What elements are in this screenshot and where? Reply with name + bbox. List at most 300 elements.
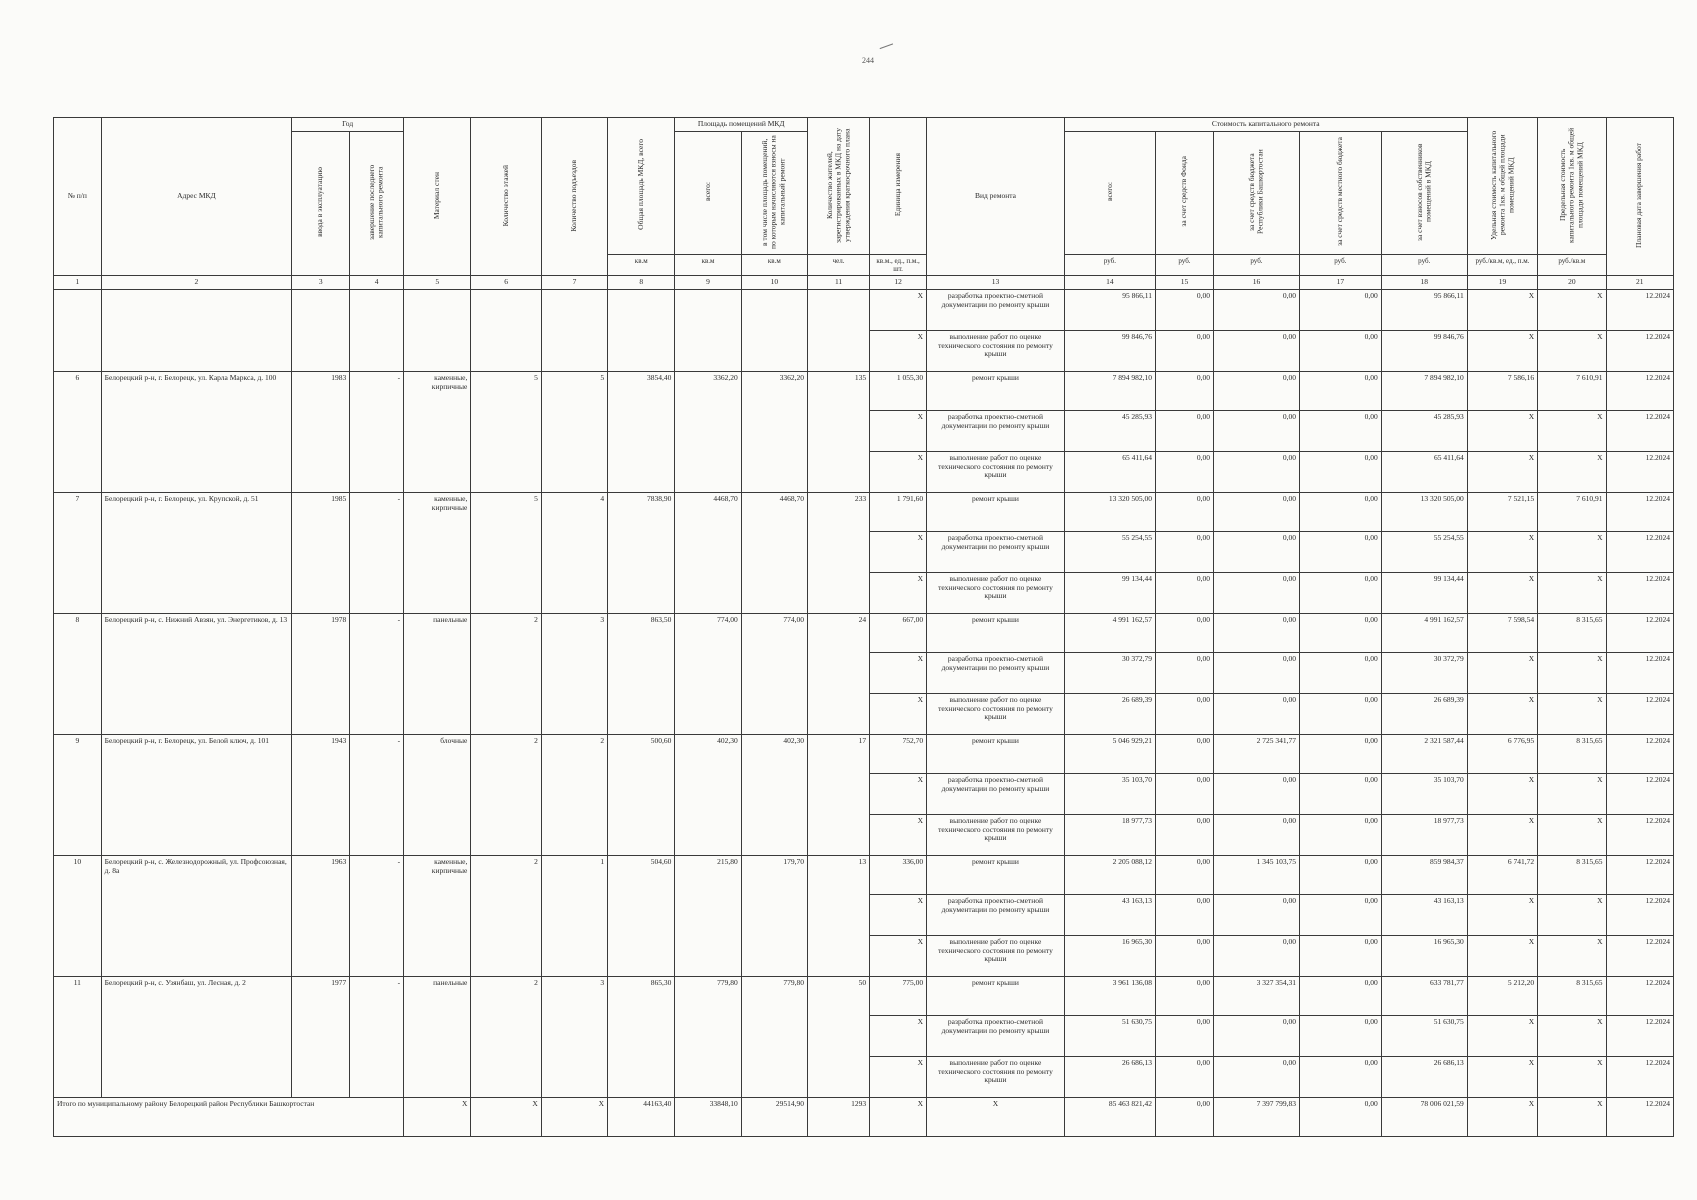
cost-total: 30 372,79	[1064, 652, 1155, 693]
limit-cost: X	[1538, 330, 1606, 371]
cost-total: 3 961 136,08	[1064, 976, 1155, 1015]
hdr-cost-local: за счет средств местного бюджета	[1299, 131, 1381, 255]
cost-fund: 0,00	[1155, 492, 1213, 531]
residents: 50	[807, 976, 869, 1097]
column-number: 4	[350, 276, 404, 290]
cost-fund: 0,00	[1155, 572, 1213, 613]
deadline: 12.2024	[1606, 935, 1673, 976]
column-number: 3	[292, 276, 350, 290]
total-label: Итого по муниципальному району Белорецкий район Республики Башкортостан	[54, 1097, 404, 1136]
unit-cost: X	[1467, 894, 1537, 935]
unit-cost: X	[1467, 773, 1537, 814]
building-address: Белорецкий р-н, с. Железнодорожный, ул. Профсоюзная, д. 8а	[101, 855, 292, 976]
total-republic: 7 397 799,83	[1213, 1097, 1299, 1136]
work-type: разработка проектно-сметной документации по ремонту крыши	[927, 652, 1065, 693]
deadline: 12.2024	[1606, 410, 1673, 451]
cost-republic: 0,00	[1213, 773, 1299, 814]
deadline: 12.2024	[1606, 814, 1673, 855]
cost-owners: 26 686,13	[1381, 1056, 1467, 1097]
unit-label: руб.	[1064, 255, 1155, 276]
cost-total: 7 894 982,10	[1064, 371, 1155, 410]
limit-cost: X	[1538, 410, 1606, 451]
cost-local: 0,00	[1299, 572, 1381, 613]
deadline: 12.2024	[1606, 613, 1673, 652]
cost-fund: 0,00	[1155, 693, 1213, 734]
column-number: 13	[927, 276, 1065, 290]
cost-total: 4 991 162,57	[1064, 613, 1155, 652]
unit-quantity: X	[870, 451, 927, 492]
hdr-no: № п/п	[54, 118, 102, 276]
hdr-work-type: Вид ремонта	[927, 118, 1065, 276]
limit-cost: X	[1538, 894, 1606, 935]
cost-local: 0,00	[1299, 773, 1381, 814]
unit-quantity: X	[870, 935, 927, 976]
cost-local: 0,00	[1299, 451, 1381, 492]
carry-premises-cell	[675, 289, 741, 371]
carry-floors-cell	[471, 289, 541, 371]
cost-fund: 0,00	[1155, 371, 1213, 410]
deadline: 12.2024	[1606, 289, 1673, 330]
column-number: 11	[807, 276, 869, 290]
unit-cost: 6 776,95	[1467, 734, 1537, 773]
work-type: ремонт крыши	[927, 976, 1065, 1015]
page-number: 244	[862, 56, 874, 65]
hdr-year: Год	[292, 118, 404, 132]
unit-label: чел.	[807, 255, 869, 276]
work-type: разработка проектно-сметной документации по ремонту крыши	[927, 894, 1065, 935]
deadline: 12.2024	[1606, 773, 1673, 814]
building-address: Белорецкий р-н, с. Узянбаш, ул. Лесная, д. 2	[101, 976, 292, 1097]
carry-last-repair-cell	[350, 289, 404, 371]
carry-address-cell	[101, 289, 292, 371]
premises-contrib-area: 4468,70	[741, 492, 807, 613]
limit-cost: 8 315,65	[1538, 734, 1606, 773]
premises-contrib-area: 402,30	[741, 734, 807, 855]
cost-owners: 16 965,30	[1381, 935, 1467, 976]
building-address: Белорецкий р-н, с. Нижний Авзян, ул. Энергетиков, д. 13	[101, 613, 292, 734]
limit-cost: X	[1538, 572, 1606, 613]
cost-republic: 0,00	[1213, 894, 1299, 935]
unit-quantity: X	[870, 894, 927, 935]
cost-owners: 30 372,79	[1381, 652, 1467, 693]
cost-republic: 2 725 341,77	[1213, 734, 1299, 773]
total-unit: X	[870, 1097, 927, 1136]
total-c6: X	[471, 1097, 541, 1136]
unit-quantity: X	[870, 330, 927, 371]
unit-quantity: 1 055,30	[870, 371, 927, 410]
column-number: 8	[608, 276, 675, 290]
column-number: 18	[1381, 276, 1467, 290]
total-area: 7838,90	[608, 492, 675, 613]
cost-total: 51 630,75	[1064, 1015, 1155, 1056]
carry-entrances-cell	[541, 289, 607, 371]
total-area: 44163,40	[608, 1097, 675, 1136]
table-row	[54, 371, 1674, 410]
year-last-repair: -	[350, 371, 404, 492]
cost-total: 99 134,44	[1064, 572, 1155, 613]
total-deadline: 12.2024	[1606, 1097, 1673, 1136]
total-area: 500,60	[608, 734, 675, 855]
cost-local: 0,00	[1299, 492, 1381, 531]
unit-cost: X	[1467, 814, 1537, 855]
total-area: 865,30	[608, 976, 675, 1097]
hdr-premises: Площадь помещений МКД	[675, 118, 808, 132]
premises-area: 4468,70	[675, 492, 741, 613]
work-type: выполнение работ по оценке технического состояния по ремонту крыши	[927, 1056, 1065, 1097]
unit-quantity: X	[870, 410, 927, 451]
premises-contrib-area: 774,00	[741, 613, 807, 734]
unit-label: руб./кв.м, ед., п.м.	[1467, 255, 1537, 276]
unit-cost: 7 598,54	[1467, 613, 1537, 652]
cost-republic: 3 327 354,31	[1213, 976, 1299, 1015]
wall-material: каменные, кирпичные	[404, 492, 471, 613]
row-number: 7	[54, 492, 102, 613]
cost-total: 16 965,30	[1064, 935, 1155, 976]
column-number: 16	[1213, 276, 1299, 290]
total-area: 3854,40	[608, 371, 675, 492]
cost-local: 0,00	[1299, 693, 1381, 734]
cost-fund: 0,00	[1155, 1056, 1213, 1097]
cost-fund: 0,00	[1155, 976, 1213, 1015]
total-area: 863,50	[608, 613, 675, 734]
residents: 233	[807, 492, 869, 613]
carry-premises-contrib-cell	[741, 289, 807, 371]
cost-owners: 4 991 162,57	[1381, 613, 1467, 652]
total-unit-cost: X	[1467, 1097, 1537, 1136]
column-number: 7	[541, 276, 607, 290]
total-limit: X	[1538, 1097, 1606, 1136]
year-last-repair: -	[350, 492, 404, 613]
table-row	[54, 734, 1674, 773]
floors: 2	[471, 613, 541, 734]
cost-fund: 0,00	[1155, 531, 1213, 572]
table-row	[54, 976, 1674, 1015]
hdr-residents: Количество жителей, зарегистрированных в МКД на дату утверждения краткосрочного плана	[807, 118, 869, 255]
cost-owners: 18 977,73	[1381, 814, 1467, 855]
unit-cost: X	[1467, 289, 1537, 330]
carry-residents-cell	[807, 289, 869, 371]
cost-fund: 0,00	[1155, 855, 1213, 894]
unit-quantity: 1 791,60	[870, 492, 927, 531]
cost-fund: 0,00	[1155, 935, 1213, 976]
cost-local: 0,00	[1299, 814, 1381, 855]
hdr-cost-total: всего:	[1064, 131, 1155, 255]
hdr-entrances: Количество подъездов	[541, 118, 607, 276]
column-number: 1	[54, 276, 102, 290]
repair-plan-table	[53, 117, 1674, 1137]
premises-area: 3362,20	[675, 371, 741, 492]
deadline: 12.2024	[1606, 855, 1673, 894]
cost-owners: 65 411,64	[1381, 451, 1467, 492]
unit-cost: 7 521,15	[1467, 492, 1537, 531]
year-commissioning: 1983	[292, 371, 350, 492]
cost-owners: 99 846,76	[1381, 330, 1467, 371]
cost-republic: 0,00	[1213, 693, 1299, 734]
unit-cost: X	[1467, 1015, 1537, 1056]
cost-total: 26 689,39	[1064, 693, 1155, 734]
row-number: 10	[54, 855, 102, 976]
deadline: 12.2024	[1606, 330, 1673, 371]
cost-total: 13 320 505,00	[1064, 492, 1155, 531]
unit-cost: X	[1467, 693, 1537, 734]
limit-cost: 8 315,65	[1538, 855, 1606, 894]
entrances: 3	[541, 613, 607, 734]
floors: 2	[471, 855, 541, 976]
limit-cost: X	[1538, 652, 1606, 693]
cost-owners: 43 163,13	[1381, 894, 1467, 935]
unit-cost: X	[1467, 410, 1537, 451]
limit-cost: X	[1538, 1015, 1606, 1056]
total-local: 0,00	[1299, 1097, 1381, 1136]
cost-republic: 0,00	[1213, 935, 1299, 976]
cost-republic: 0,00	[1213, 451, 1299, 492]
cost-total: 35 103,70	[1064, 773, 1155, 814]
limit-cost: X	[1538, 289, 1606, 330]
table-row	[54, 492, 1674, 531]
unit-cost: 7 586,16	[1467, 371, 1537, 410]
year-last-repair: -	[350, 855, 404, 976]
total-premises: 33848,10	[675, 1097, 741, 1136]
hdr-year-commissioning: ввода в эксплуатацию	[292, 131, 350, 276]
floors: 2	[471, 976, 541, 1097]
hdr-premises-total: всего:	[675, 131, 741, 255]
unit-label: кв.м., ед., п.м., шт.	[870, 255, 927, 276]
unit-quantity: X	[870, 652, 927, 693]
unit-quantity: X	[870, 814, 927, 855]
cost-fund: 0,00	[1155, 410, 1213, 451]
work-type: ремонт крыши	[927, 855, 1065, 894]
year-commissioning: 1943	[292, 734, 350, 855]
residents: 17	[807, 734, 869, 855]
residents: 135	[807, 371, 869, 492]
cost-republic: 0,00	[1213, 289, 1299, 330]
unit-quantity: 752,70	[870, 734, 927, 773]
year-last-repair: -	[350, 613, 404, 734]
limit-cost: 7 610,91	[1538, 371, 1606, 410]
work-type: выполнение работ по оценке технического состояния по ремонту крыши	[927, 330, 1065, 371]
pen-mark	[877, 36, 893, 49]
year-last-repair: -	[350, 734, 404, 855]
deadline: 12.2024	[1606, 894, 1673, 935]
cost-total: 2 205 088,12	[1064, 855, 1155, 894]
cost-republic: 0,00	[1213, 613, 1299, 652]
unit-quantity: 336,00	[870, 855, 927, 894]
entrances: 5	[541, 371, 607, 492]
column-number: 17	[1299, 276, 1381, 290]
carry-area-cell	[608, 289, 675, 371]
unit-label: руб.	[1381, 255, 1467, 276]
limit-cost: 7 610,91	[1538, 492, 1606, 531]
deadline: 12.2024	[1606, 572, 1673, 613]
year-commissioning: 1977	[292, 976, 350, 1097]
total-residents: 1293	[807, 1097, 869, 1136]
cost-owners: 99 134,44	[1381, 572, 1467, 613]
hdr-floors: Количество этажей	[471, 118, 541, 276]
cost-republic: 0,00	[1213, 652, 1299, 693]
cost-republic: 0,00	[1213, 492, 1299, 531]
row-number: 11	[54, 976, 102, 1097]
cost-total: 43 163,13	[1064, 894, 1155, 935]
unit-cost: 6 741,72	[1467, 855, 1537, 894]
total-fund: 0,00	[1155, 1097, 1213, 1136]
hdr-cost: Стоимость капитального ремонта	[1064, 118, 1467, 132]
cost-fund: 0,00	[1155, 894, 1213, 935]
year-commissioning: 1985	[292, 492, 350, 613]
limit-cost: 8 315,65	[1538, 976, 1606, 1015]
carry-no-cell	[54, 289, 102, 371]
limit-cost: X	[1538, 531, 1606, 572]
work-type: выполнение работ по оценке технического состояния по ремонту крыши	[927, 572, 1065, 613]
column-number: 19	[1467, 276, 1537, 290]
work-type: выполнение работ по оценке технического состояния по ремонту крыши	[927, 451, 1065, 492]
premises-contrib-area: 3362,20	[741, 371, 807, 492]
column-number: 20	[1538, 276, 1606, 290]
deadline: 12.2024	[1606, 1056, 1673, 1097]
table-row	[54, 613, 1674, 652]
wall-material: каменные, кирпичные	[404, 371, 471, 492]
limit-cost: 8 315,65	[1538, 613, 1606, 652]
cost-republic: 1 345 103,75	[1213, 855, 1299, 894]
limit-cost: X	[1538, 935, 1606, 976]
unit-label: кв.м	[741, 255, 807, 276]
cost-local: 0,00	[1299, 410, 1381, 451]
unit-quantity: 775,00	[870, 976, 927, 1015]
cost-owners: 95 866,11	[1381, 289, 1467, 330]
cost-local: 0,00	[1299, 976, 1381, 1015]
column-number: 2	[101, 276, 292, 290]
cost-owners: 26 689,39	[1381, 693, 1467, 734]
deadline: 12.2024	[1606, 1015, 1673, 1056]
cost-local: 0,00	[1299, 734, 1381, 773]
cost-local: 0,00	[1299, 1056, 1381, 1097]
hdr-cost-republic: за счет средств бюджета Республики Башкортостан	[1213, 131, 1299, 255]
total-owners: 78 006 021,59	[1381, 1097, 1467, 1136]
hdr-address: Адрес МКД	[101, 118, 292, 276]
unit-quantity: X	[870, 572, 927, 613]
cost-owners: 51 630,75	[1381, 1015, 1467, 1056]
cost-local: 0,00	[1299, 613, 1381, 652]
cost-owners: 55 254,55	[1381, 531, 1467, 572]
premises-area: 774,00	[675, 613, 741, 734]
unit-quantity: X	[870, 289, 927, 330]
cost-local: 0,00	[1299, 894, 1381, 935]
total-work: X	[927, 1097, 1065, 1136]
work-type: ремонт крыши	[927, 613, 1065, 652]
premises-contrib-area: 779,80	[741, 976, 807, 1097]
cost-local: 0,00	[1299, 531, 1381, 572]
entrances: 4	[541, 492, 607, 613]
deadline: 12.2024	[1606, 652, 1673, 693]
year-commissioning: 1978	[292, 613, 350, 734]
work-type: разработка проектно-сметной документации по ремонту крыши	[927, 289, 1065, 330]
entrances: 1	[541, 855, 607, 976]
floors: 2	[471, 734, 541, 855]
unit-quantity: 667,00	[870, 613, 927, 652]
column-numbers-row	[54, 276, 1674, 290]
work-type: ремонт крыши	[927, 734, 1065, 773]
cost-republic: 0,00	[1213, 814, 1299, 855]
unit-cost: X	[1467, 1056, 1537, 1097]
column-number: 21	[1606, 276, 1673, 290]
table-body	[54, 289, 1674, 1136]
deadline: 12.2024	[1606, 531, 1673, 572]
building-address: Белорецкий р-н, г. Белорецк, ул. Крупской, д. 51	[101, 492, 292, 613]
premises-area: 779,80	[675, 976, 741, 1097]
wall-material: каменные, кирпичные	[404, 855, 471, 976]
cost-republic: 0,00	[1213, 572, 1299, 613]
unit-label: руб.	[1299, 255, 1381, 276]
cost-republic: 0,00	[1213, 531, 1299, 572]
cost-total: 99 846,76	[1064, 330, 1155, 371]
cost-local: 0,00	[1299, 289, 1381, 330]
unit-quantity: X	[870, 531, 927, 572]
deadline: 12.2024	[1606, 451, 1673, 492]
work-type: выполнение работ по оценке технического состояния по ремонту крыши	[927, 935, 1065, 976]
table-row	[54, 855, 1674, 894]
unit-cost: X	[1467, 330, 1537, 371]
row-number: 8	[54, 613, 102, 734]
work-type: разработка проектно-сметной документации по ремонту крыши	[927, 773, 1065, 814]
unit-label: кв.м	[675, 255, 741, 276]
unit-cost: X	[1467, 451, 1537, 492]
wall-material: панельные	[404, 976, 471, 1097]
work-type: разработка проектно-сметной документации по ремонту крыши	[927, 1015, 1065, 1056]
cost-fund: 0,00	[1155, 652, 1213, 693]
limit-cost: X	[1538, 693, 1606, 734]
cost-owners: 7 894 982,10	[1381, 371, 1467, 410]
table-row	[54, 289, 1674, 330]
unit-cost: X	[1467, 572, 1537, 613]
premises-area: 215,80	[675, 855, 741, 976]
cost-owners: 633 781,77	[1381, 976, 1467, 1015]
wall-material: панельные	[404, 613, 471, 734]
unit-label: руб.	[1213, 255, 1299, 276]
cost-total: 65 411,64	[1064, 451, 1155, 492]
work-type: разработка проектно-сметной документации по ремонту крыши	[927, 410, 1065, 451]
cost-republic: 0,00	[1213, 410, 1299, 451]
column-number: 5	[404, 276, 471, 290]
cost-total: 5 046 929,21	[1064, 734, 1155, 773]
hdr-premises-contrib: в том числе площадь помещений, по которым начисляются взносы на капитальный ремонт	[741, 131, 807, 255]
unit-quantity: X	[870, 1015, 927, 1056]
cost-local: 0,00	[1299, 935, 1381, 976]
cost-fund: 0,00	[1155, 330, 1213, 371]
cost-fund: 0,00	[1155, 814, 1213, 855]
carry-year-cell	[292, 289, 350, 371]
cost-local: 0,00	[1299, 1015, 1381, 1056]
cost-fund: 0,00	[1155, 1015, 1213, 1056]
carry-material-cell	[404, 289, 471, 371]
entrances: 2	[541, 734, 607, 855]
unit-cost: 5 212,20	[1467, 976, 1537, 1015]
cost-local: 0,00	[1299, 652, 1381, 693]
cost-owners: 2 321 587,44	[1381, 734, 1467, 773]
cost-republic: 0,00	[1213, 1056, 1299, 1097]
work-type: ремонт крыши	[927, 371, 1065, 410]
unit-quantity: X	[870, 693, 927, 734]
deadline: 12.2024	[1606, 371, 1673, 410]
limit-cost: X	[1538, 1056, 1606, 1097]
year-commissioning: 1963	[292, 855, 350, 976]
total-c5: X	[404, 1097, 471, 1136]
cost-fund: 0,00	[1155, 613, 1213, 652]
cost-owners: 13 320 505,00	[1381, 492, 1467, 531]
work-type: разработка проектно-сметной документации по ремонту крыши	[927, 531, 1065, 572]
cost-local: 0,00	[1299, 855, 1381, 894]
limit-cost: X	[1538, 773, 1606, 814]
row-number: 6	[54, 371, 102, 492]
unit-label: руб./кв.м	[1538, 255, 1606, 276]
